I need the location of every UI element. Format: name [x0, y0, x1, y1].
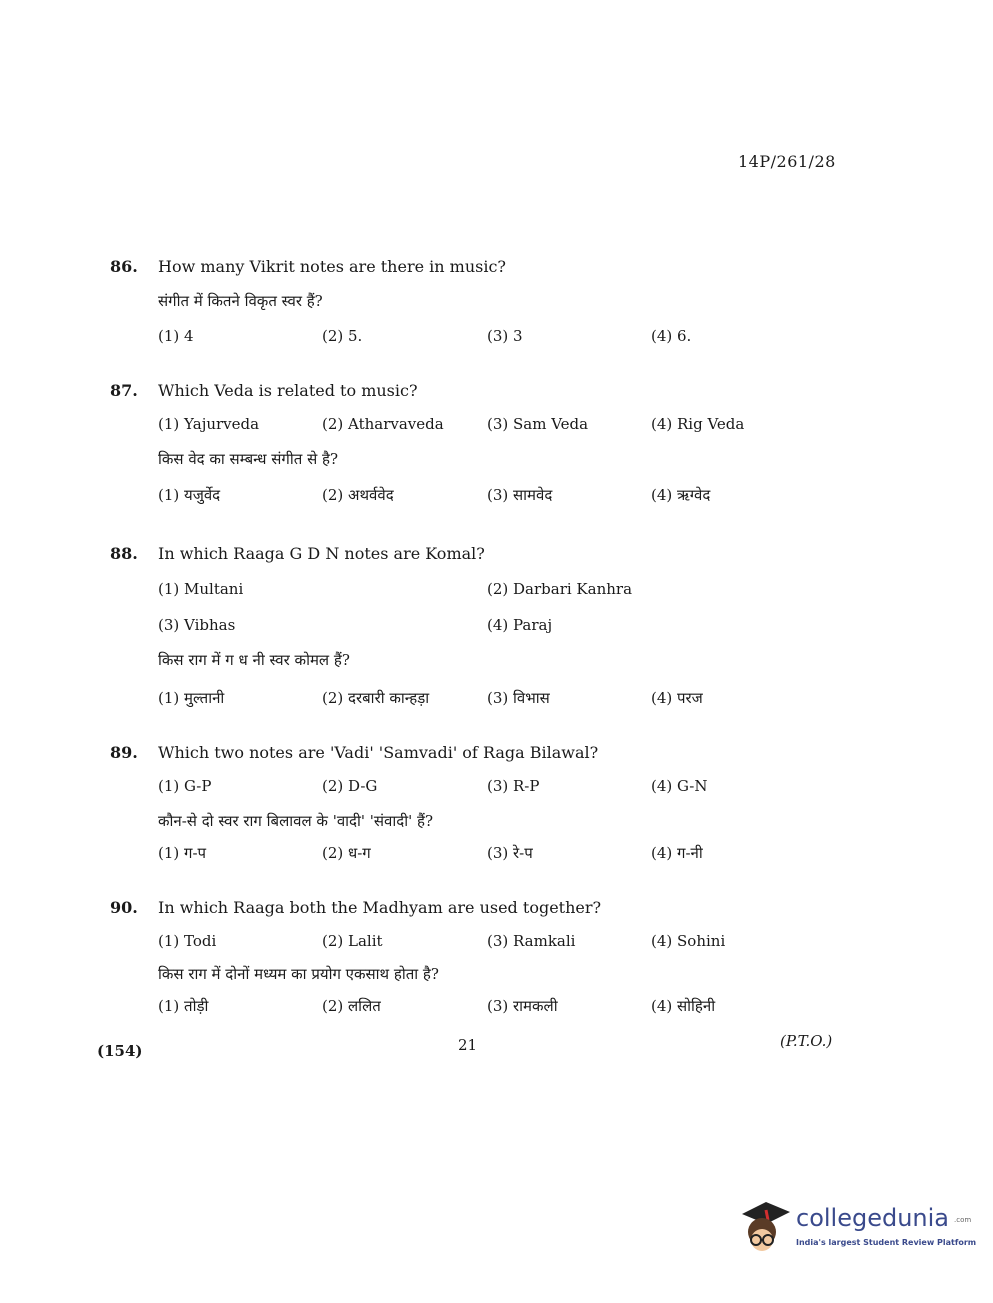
option-3-hi: (3) विभास	[487, 689, 550, 707]
option-2-en: (2) Darbari Kanhra	[487, 580, 633, 598]
question-number: 87.	[110, 381, 138, 400]
question-text-hi: किस राग में ग ध नी स्वर कोमल हैं?	[158, 651, 350, 669]
option-3-hi: (3) रे-प	[487, 844, 533, 862]
option-3-en: (3) Ramkali	[487, 932, 576, 950]
pto-label: (P.T.O.)	[780, 1032, 833, 1050]
option-3: (3) 3	[487, 327, 523, 345]
collegedunia-logo[interactable]	[736, 1196, 977, 1260]
option-4-en: (4) G-N	[651, 777, 708, 795]
option-1: (1) 4	[158, 327, 194, 345]
question-text-en: In which Raaga G D N notes are Komal?	[158, 544, 485, 563]
option-3-en: (3) Vibhas	[158, 616, 236, 634]
page-number: 21	[458, 1036, 478, 1054]
option-1-en: (1) G-P	[158, 777, 212, 795]
option-1-en: (1) Yajurveda	[158, 415, 260, 433]
question-87	[110, 381, 870, 515]
question-text-en: In which Raaga both the Madhyam are used together?	[158, 898, 602, 917]
logo-suffix: .com	[954, 1216, 972, 1224]
question-text-hi: कौन-से दो स्वर राग बिलावल के 'वादी' 'संवादी' हैं?	[158, 812, 434, 830]
option-1-hi: (1) मुल्तानी	[158, 689, 225, 707]
option-2-en: (2) Atharvaveda	[322, 415, 444, 433]
option-4-en: (4) Paraj	[487, 616, 553, 634]
question-number: 86.	[110, 257, 138, 276]
question-number: 89.	[110, 743, 138, 762]
logo-name: collegedunia	[796, 1204, 950, 1232]
option-3-hi: (3) रामकली	[487, 997, 558, 1015]
question-text-en: How many Vikrit notes are there in music?	[158, 257, 507, 276]
footer-code: (154)	[97, 1042, 143, 1060]
question-number: 90.	[110, 898, 138, 917]
option-4-hi: (4) ग-नी	[651, 844, 703, 862]
option-2: (2) 5.	[322, 327, 363, 345]
option-1-hi: (1) ग-प	[158, 844, 207, 862]
option-2-en: (2) D-G	[322, 777, 378, 795]
option-2-hi: (2) ध-ग	[322, 844, 371, 862]
question-text-en: Which Veda is related to music?	[158, 381, 418, 400]
option-2-hi: (2) अथर्ववेद	[322, 486, 394, 504]
question-90	[110, 898, 870, 1026]
option-2-hi: (2) ललित	[322, 997, 381, 1015]
option-2-en: (2) Lalit	[322, 932, 383, 950]
question-text-en: Which two notes are 'Vadi' 'Samvadi' of Raga Bilawal?	[158, 743, 599, 762]
logo-tagline: India's largest Student Review Platform	[796, 1238, 977, 1247]
option-4-en: (4) Sohini	[651, 932, 726, 950]
option-3-en: (3) R-P	[487, 777, 540, 795]
option-1-hi: (1) यजुर्वेद	[158, 486, 221, 504]
option-2-hi: (2) दरबारी कान्हड़ा	[322, 689, 430, 707]
option-4-en: (4) Rig Veda	[651, 415, 745, 433]
option-3-hi: (3) सामवेद	[487, 486, 553, 504]
question-89	[110, 743, 870, 873]
question-text-hi: किस राग में दोनों मध्यम का प्रयोग एकसाथ होता है?	[158, 965, 439, 983]
option-4: (4) 6.	[651, 327, 692, 345]
question-86	[110, 257, 870, 357]
option-3-en: (3) Sam Veda	[487, 415, 589, 433]
option-4-hi: (4) ऋग्वेद	[651, 486, 711, 504]
question-88	[110, 544, 870, 718]
paper-code: 14P/261/28	[738, 152, 836, 171]
question-text-hi: संगीत में कितने विकृत स्वर हैं?	[158, 292, 323, 310]
option-4-hi: (4) सोहिनी	[651, 997, 716, 1015]
option-1-en: (1) Todi	[158, 932, 217, 950]
option-1-hi: (1) तोड़ी	[158, 997, 209, 1015]
option-1-en: (1) Multani	[158, 580, 244, 598]
question-number: 88.	[110, 544, 138, 563]
question-text-hi: किस वेद का सम्बन्ध संगीत से है?	[158, 450, 338, 468]
option-4-hi: (4) परज	[651, 689, 703, 707]
mascot-icon	[736, 1196, 792, 1256]
